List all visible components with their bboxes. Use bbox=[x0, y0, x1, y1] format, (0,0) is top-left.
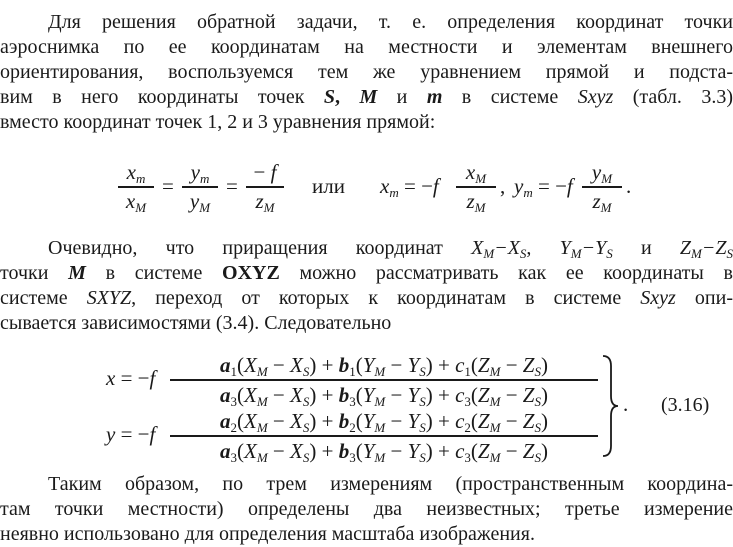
text-line: Таким образом, по трем измерениям (пространственным координа- bbox=[48, 473, 733, 495]
text-line: аэроснимка по ее координатам на местности и элементам внешнего bbox=[0, 36, 733, 58]
text-line: там точки местности) определены два неизвестных; третье измерение bbox=[0, 498, 733, 520]
fraction-y: $a_2(X_M - X_S) + b_2(Y_M - Y_S) + c_2(Z_M - Z_S)$ $a_3(X_M - X_S) + b_3(Y_M - Y_S) + c_3(Z_M - Z_S)$ bbox=[170, 408, 598, 464]
text-line: неявно использовано для определения масштаба изображения. bbox=[0, 523, 535, 545]
text-line: ориентирования, воспользуемся тем же уравнением прямой и подста- bbox=[0, 61, 733, 83]
text-line: системе SXYZ, переход от которых к координатам в системе Sxyz опи- bbox=[0, 287, 733, 309]
paragraph-conclusion bbox=[0, 472, 733, 547]
text-line: Очевидно, что приращения координат $X_M-X_S$, $Y_M-Y_S$ и $Z_M-Z_S$ bbox=[48, 237, 733, 261]
fraction: $x_M$ $z_M$ bbox=[456, 160, 496, 214]
paragraph-intro bbox=[0, 10, 733, 135]
fraction: − f $z_M$ bbox=[246, 160, 284, 214]
fraction: $y_M$ $z_M$ bbox=[582, 160, 622, 214]
fraction: $y_m$ $y_M$ bbox=[182, 160, 218, 214]
right-brace-icon bbox=[601, 354, 619, 458]
text-line: вместо координат точек 1, 2 и 3 уравнения прямой: bbox=[0, 111, 436, 133]
text-or: или bbox=[312, 174, 345, 198]
text-line: сывается зависимостями (3.4). Следовательно bbox=[0, 312, 392, 334]
equation-number: (3.16) bbox=[661, 394, 710, 416]
fraction-x: $a_1(X_M - X_S) + b_1(Y_M - Y_S) + c_1(Z_M - Z_S)$ $a_3(X_M - X_S) + b_3(Y_M - Y_S) + c_3(Z_M - Z_S)$ bbox=[170, 352, 598, 408]
text-line: вим в него координаты точек S, M и m в системе Sxyz (табл. 3.3) bbox=[0, 86, 733, 108]
fraction: $x_m$ $x_M$ bbox=[118, 160, 154, 214]
equation-3-16: x = −f $a_1(X_M - X_S) + b_1(Y_M - Y_S) + c_1(Z_M - Z_S)$ $a_3(X_M - X_S) + b_3(Y_M - Y_S) + c_3(Z_M - Z_S)$ y = −f $a_2(X_M - X_S) + b_2(Y_M - Y_S) + c_2(Z_M - Z_S)$ $a_3(X_M - X_S) + b_3(Y_M - Y_S) + c_3(Z_M - Z_S)$ . (3.16) bbox=[106, 353, 710, 465]
text-line: точки M в системе OXYZ можно рассматривать как ее координаты в bbox=[0, 262, 733, 284]
equation-line-ratio: $x_m$ $x_M$ = $y_m$ $y_M$ = − f $z_M$ или $x_m = -f$ $x_M$ $z_M$ , $y_m = -f$ $y_M$ $z_M$ . bbox=[118, 160, 618, 216]
paragraph-explanation bbox=[0, 236, 733, 336]
text-line: Для решения обратной задачи, т. е. определения координат точки bbox=[48, 11, 733, 33]
